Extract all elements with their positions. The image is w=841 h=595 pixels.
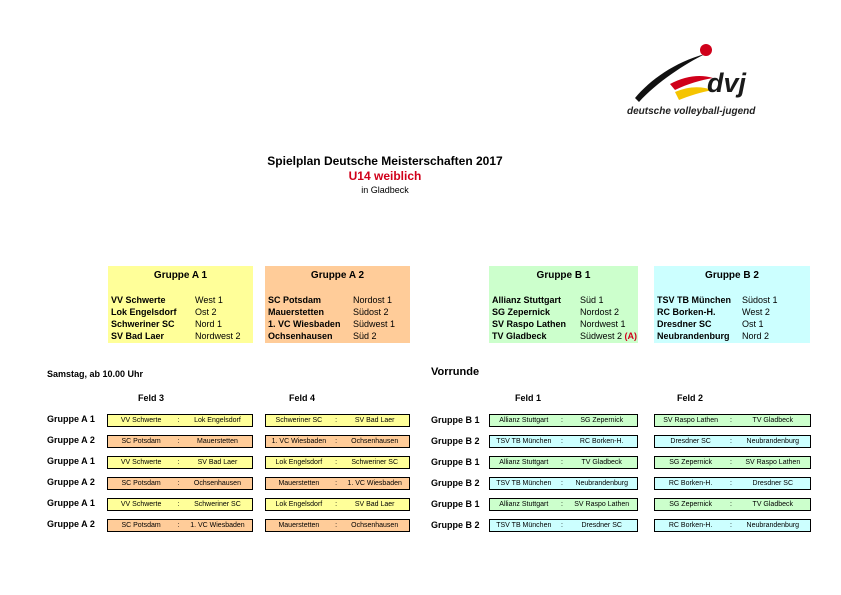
match-cell [107,498,253,511]
vs-separator: : [729,522,732,529]
vs-separator: : [335,522,338,529]
home-team: SV Raspo Lathen [663,417,719,424]
team-name: Schweriner SC [111,319,175,329]
group-label-left: Gruppe A 2 [47,435,95,445]
team-name: Neubrandenburg [657,331,730,341]
group-box-a2 [265,266,410,343]
match-cell [654,414,811,427]
category-title: U14 weiblich [348,169,422,183]
home-team: SG Zepernick [669,459,713,466]
match-cell [107,414,253,427]
home-team: RC Borken-H. [668,480,713,487]
field-header-2: Feld 2 [677,393,704,403]
vs-separator: : [561,480,563,487]
region-text: Süd 2 [353,331,377,341]
home-team: TSV TB München [496,480,552,487]
away-team: SV Bad Laer [197,459,238,466]
vs-separator: : [561,417,563,424]
team-region [195,294,223,306]
vs-separator: : [729,438,732,445]
match-cell [489,456,638,469]
away-team: TV Gladbeck [752,417,794,424]
vs-separator: : [561,459,563,466]
team-name: RC Borken-H. [657,307,716,317]
group-title: Gruppe B 1 [536,270,591,281]
region-text: Südost 1 [742,295,778,305]
page-title: Spielplan Deutsche Meisterschaften 2017 [267,154,503,168]
region-text: Südwest 2 [580,331,623,341]
home-team: TSV TB München [496,438,552,445]
vs-separator: : [335,501,338,508]
away-team: Neubrandenburg [746,522,800,529]
match-cell [489,477,638,490]
region-text: Süd 1 [580,295,604,305]
vs-separator: : [561,522,563,529]
away-team: TV Gladbeck [581,459,622,466]
group-row [492,318,635,330]
home-team: Schweriner SC [275,417,323,424]
team-region [742,306,770,318]
vs-separator: : [177,417,180,424]
vs-separator: : [335,417,338,424]
group-box-a1 [108,266,253,343]
match-cell [107,435,253,448]
team-name: Dresdner SC [657,319,712,329]
group-title: Gruppe A 2 [310,270,365,281]
group-row [657,306,807,318]
match-cell [654,498,811,511]
region-text: Nordost 2 [580,307,620,317]
team-region [580,294,604,306]
away-team: 1. VC Wiesbaden [190,522,245,529]
team-name: Lok Engelsdorf [111,307,177,317]
group-label-right: Gruppe B 1 [431,499,480,509]
group-row [111,330,250,342]
group-label-right: Gruppe B 2 [431,520,480,530]
away-team: Dresdner SC [752,480,794,487]
home-team: SG Zepernick [669,501,713,508]
home-team: VV Schwerte [120,501,162,508]
home-team: Dresdner SC [670,438,711,445]
group-label-left: Gruppe A 2 [47,477,95,487]
team-region [353,294,392,306]
vs-separator: : [729,501,732,508]
dvj-logo [615,40,790,125]
location-text: in Gladbeck [361,185,409,195]
home-team: Mauerstetten [278,480,320,487]
away-team: 1. VC Wiesbaden [347,480,402,487]
vs-separator: : [729,480,732,487]
home-team: SC Potsdam [121,438,161,445]
team-region [580,318,626,330]
home-team: VV Schwerte [120,417,162,424]
team-region [353,318,395,330]
region-text: Südwest 1 [353,319,396,329]
group-label-right: Gruppe B 1 [431,457,480,467]
team-region [195,318,222,330]
team-region [580,330,637,342]
group-box-b2 [654,266,810,343]
group-row [492,306,635,318]
away-team: Schweriner SC [194,501,241,508]
match-cell [265,435,410,448]
away-team: Ochsenhausen [351,438,399,445]
region-text: West 2 [742,307,770,317]
match-cell [654,519,811,532]
logo-swoosh-icon [615,40,715,110]
home-team: Allianz Stuttgart [499,417,549,424]
vs-separator: : [177,459,180,466]
group-row [657,318,807,330]
team-region [353,306,389,318]
phase-title: Vorrunde [431,366,480,378]
away-team: Lok Engelsdorf [194,417,241,424]
home-team: RC Borken-H. [668,522,713,529]
group-row [111,294,250,306]
region-text: Ost 2 [195,307,217,317]
vs-separator: : [177,438,180,445]
away-team: Ochsenhausen [193,480,241,487]
team-name: VV Schwerte [111,295,166,305]
region-text: Südost 2 [353,307,389,317]
group-row [111,306,250,318]
match-cell [265,414,410,427]
home-team: SC Potsdam [121,480,161,487]
away-team: SV Raspo Lathen [574,501,630,508]
match-cell [107,477,253,490]
match-cell [265,477,410,490]
match-cell [489,498,638,511]
team-name: SC Potsdam [268,295,322,305]
away-team: TV Gladbeck [752,501,794,508]
group-row [657,294,807,306]
team-name: Ochsenhausen [268,331,333,341]
start-time: Samstag, ab 10.00 Uhr [47,369,144,379]
group-label-left: Gruppe A 1 [47,498,95,508]
away-team: RC Borken-H. [579,438,624,445]
team-name: Mauerstetten [268,307,325,317]
vs-separator: : [335,480,338,487]
home-team: Allianz Stuttgart [499,501,549,508]
away-team: Dresdner SC [581,522,622,529]
away-team: SV Raspo Lathen [745,459,801,466]
field-header-4: Feld 4 [289,393,316,403]
vs-separator: : [729,459,732,466]
vs-separator: : [177,522,180,529]
home-team: VV Schwerte [120,459,162,466]
group-row [268,330,407,342]
group-label-right: Gruppe B 1 [431,415,480,425]
group-box-b1 [489,266,638,343]
away-team: Neubrandenburg [746,438,800,445]
home-team: Lok Engelsdorf [275,501,323,508]
match-cell [654,456,811,469]
team-region [580,306,619,318]
group-title: Gruppe B 2 [705,270,759,281]
home-team: SC Potsdam [121,522,161,529]
match-cell [489,414,638,427]
region-text: Nord 1 [195,319,223,329]
team-region [195,330,241,342]
away-team: SV Bad Laer [354,501,395,508]
team-name: SV Bad Laer [111,331,165,341]
match-cell [107,456,253,469]
logo-brand: dvj [707,68,747,98]
home-team: Allianz Stuttgart [499,459,549,466]
group-label-right: Gruppe B 2 [431,436,480,446]
group-row [268,294,407,306]
home-team: Lok Engelsdorf [275,459,323,466]
group-row [492,330,638,342]
region-text: Nordwest 1 [580,319,626,329]
match-cell [107,519,253,532]
group-label-left: Gruppe A 2 [47,519,95,529]
team-name: TSV TB München [657,295,731,305]
team-name: Allianz Stuttgart [492,295,561,305]
field-header-1: Feld 1 [515,393,542,403]
home-team: 1. VC Wiesbaden [271,438,327,445]
region-text: Ost 1 [742,319,764,329]
group-label-left: Gruppe A 1 [47,414,95,424]
logo-tagline: deutsche volleyball-jugend [627,106,756,117]
team-region [742,294,778,306]
field-header-3: Feld 3 [138,393,165,403]
vs-separator: : [561,438,563,445]
team-region [742,318,764,330]
group-row [268,318,407,330]
team-name: SV Raspo Lathen [492,319,567,329]
match-cell [489,435,638,448]
away-team: SV Bad Laer [354,417,395,424]
region-text: West 1 [195,295,223,305]
away-team: Ochsenhausen [351,522,399,529]
match-cell [654,435,811,448]
match-cell [654,477,811,490]
home-team: Mauerstetten [278,522,320,529]
host-flag: (A) [624,331,638,341]
away-team: Schweriner SC [351,459,399,466]
region-text: Nord 2 [742,331,770,341]
group-row [268,306,407,318]
group-label-right: Gruppe B 2 [431,478,480,488]
team-name: SG Zepernick [492,307,551,317]
match-cell [265,519,410,532]
region-text: Nordwest 2 [195,331,241,341]
vs-separator: : [561,501,563,508]
vs-separator: : [177,501,180,508]
group-title: Gruppe A 1 [153,270,208,281]
vs-separator: : [335,459,338,466]
group-row [492,294,635,306]
group-row [111,318,250,330]
group-label-left: Gruppe A 1 [47,456,95,466]
home-team: TSV TB München [496,522,552,529]
away-team: SG Zepernick [580,417,624,424]
team-name: 1. VC Wiesbaden [268,319,341,329]
group-row [657,330,807,342]
away-team: Neubrandenburg [575,480,628,487]
team-region [353,330,377,342]
vs-separator: : [729,417,732,424]
match-cell [489,519,638,532]
team-region [195,306,217,318]
team-region [742,330,769,342]
match-cell [265,456,410,469]
vs-separator: : [335,438,338,445]
region-text: Nordost 1 [353,295,393,305]
away-team: Mauerstetten [197,438,238,445]
vs-separator: : [177,480,180,487]
team-name: TV Gladbeck [492,331,547,341]
match-cell [265,498,410,511]
